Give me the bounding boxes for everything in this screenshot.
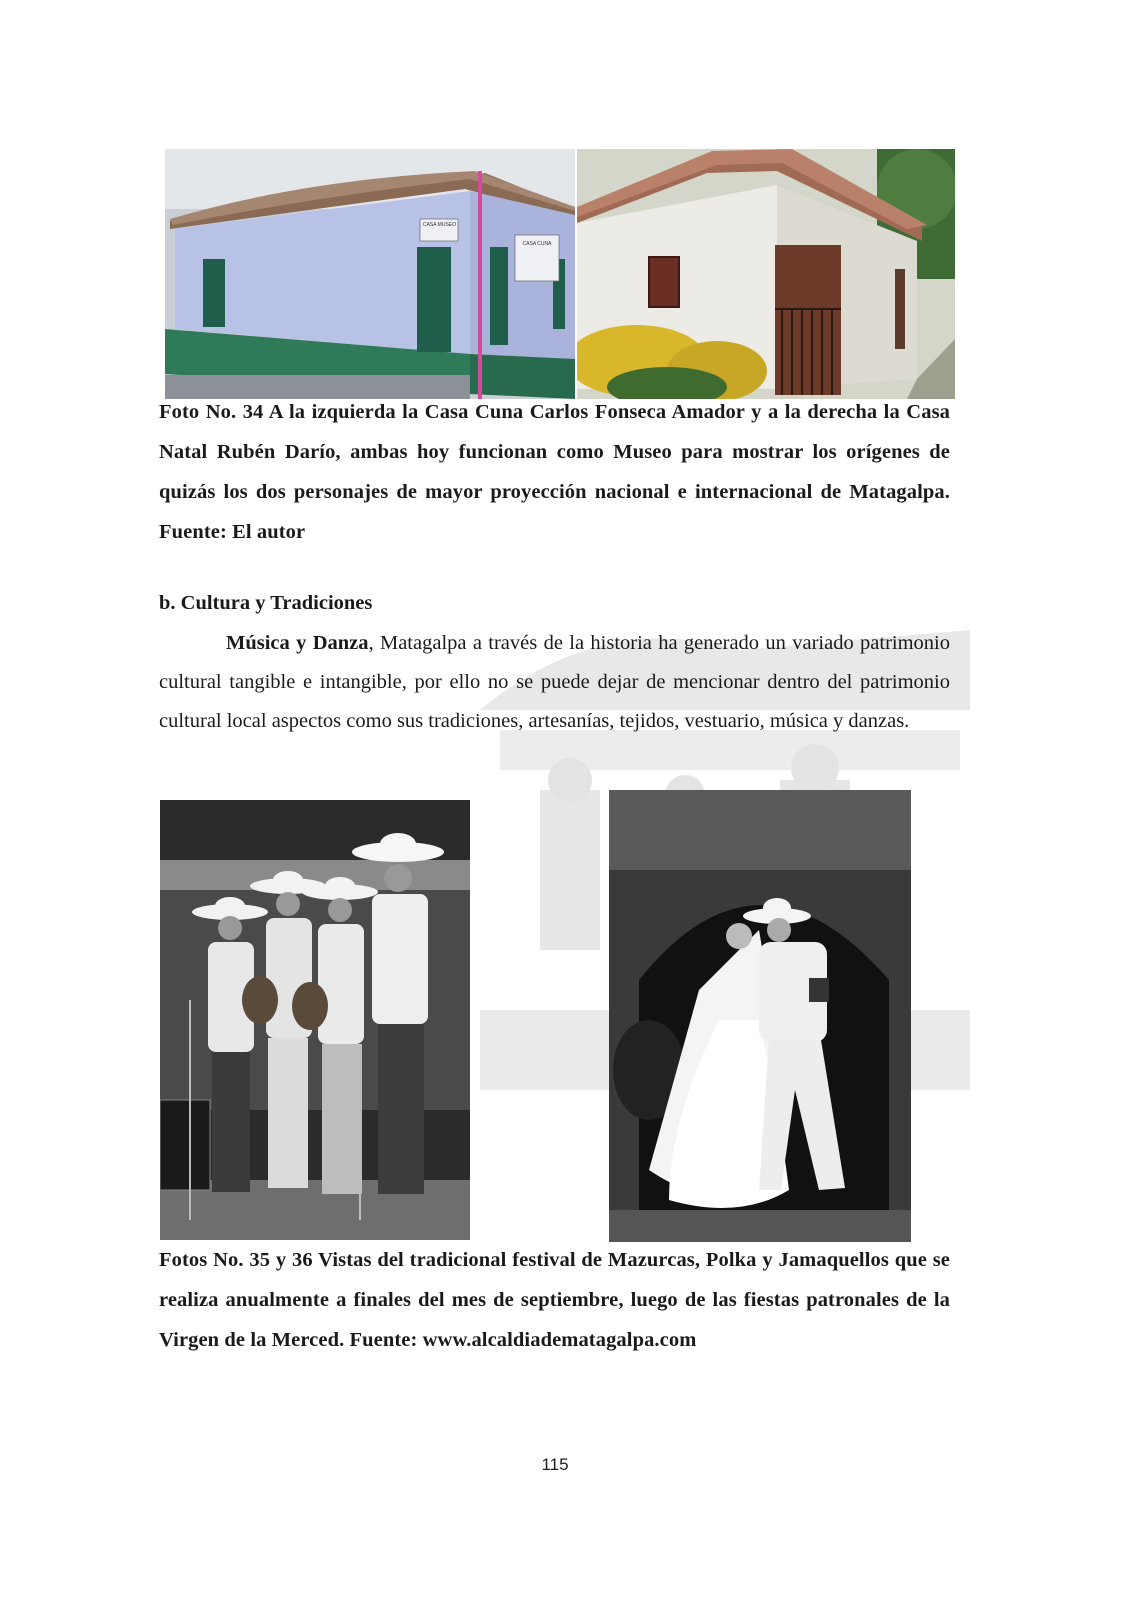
section-heading: b. Cultura y Tradiciones <box>159 592 373 614</box>
section-lead: Música y Danza <box>226 632 369 654</box>
photo-35-36-caption: Fotos No. 35 y 36 Vistas del tradicional festival de Mazurcas, Polka y Jamaquellos que se realiza anualmente a finales del mes de septiembre, luego de las fiestas patronales de la Virgen de la Merced. Fuente: www.alcaldiadematagalpa.com <box>159 1249 950 1351</box>
section-body-paragraph <box>159 624 950 741</box>
photo-34-caption: Foto No. 34 A la izquierda la Casa Cuna Carlos Fonseca Amador y a la derecha la Casa Natal Rubén Darío, ambas hoy funcionan como Museo para mostrar los orígenes de quizás los dos personajes de mayor proyección nacional e internacional de Matagalpa. Fuente: El autor <box>159 401 950 543</box>
page-number: 115 <box>541 1455 569 1474</box>
section-body: , Matagalpa a través de la historia ha generado un variado patrimonio cultural tangible e intangible, por ello no se puede dejar de mencionar dentro del patrimonio cultural local aspectos como sus tradiciones, artesanías, tejidos, vestuario, música y danzas. <box>159 632 950 732</box>
photo-34-casa-cuna <box>165 149 575 399</box>
photo-35-musicians <box>160 800 470 1240</box>
casa-museo-sign-text: CASA MUSEO <box>422 222 457 228</box>
casa-cuna-sign-text: CASA CUNA <box>522 241 552 247</box>
photo-34-casa-natal <box>577 149 955 399</box>
photo-36-dancers <box>609 790 911 1242</box>
